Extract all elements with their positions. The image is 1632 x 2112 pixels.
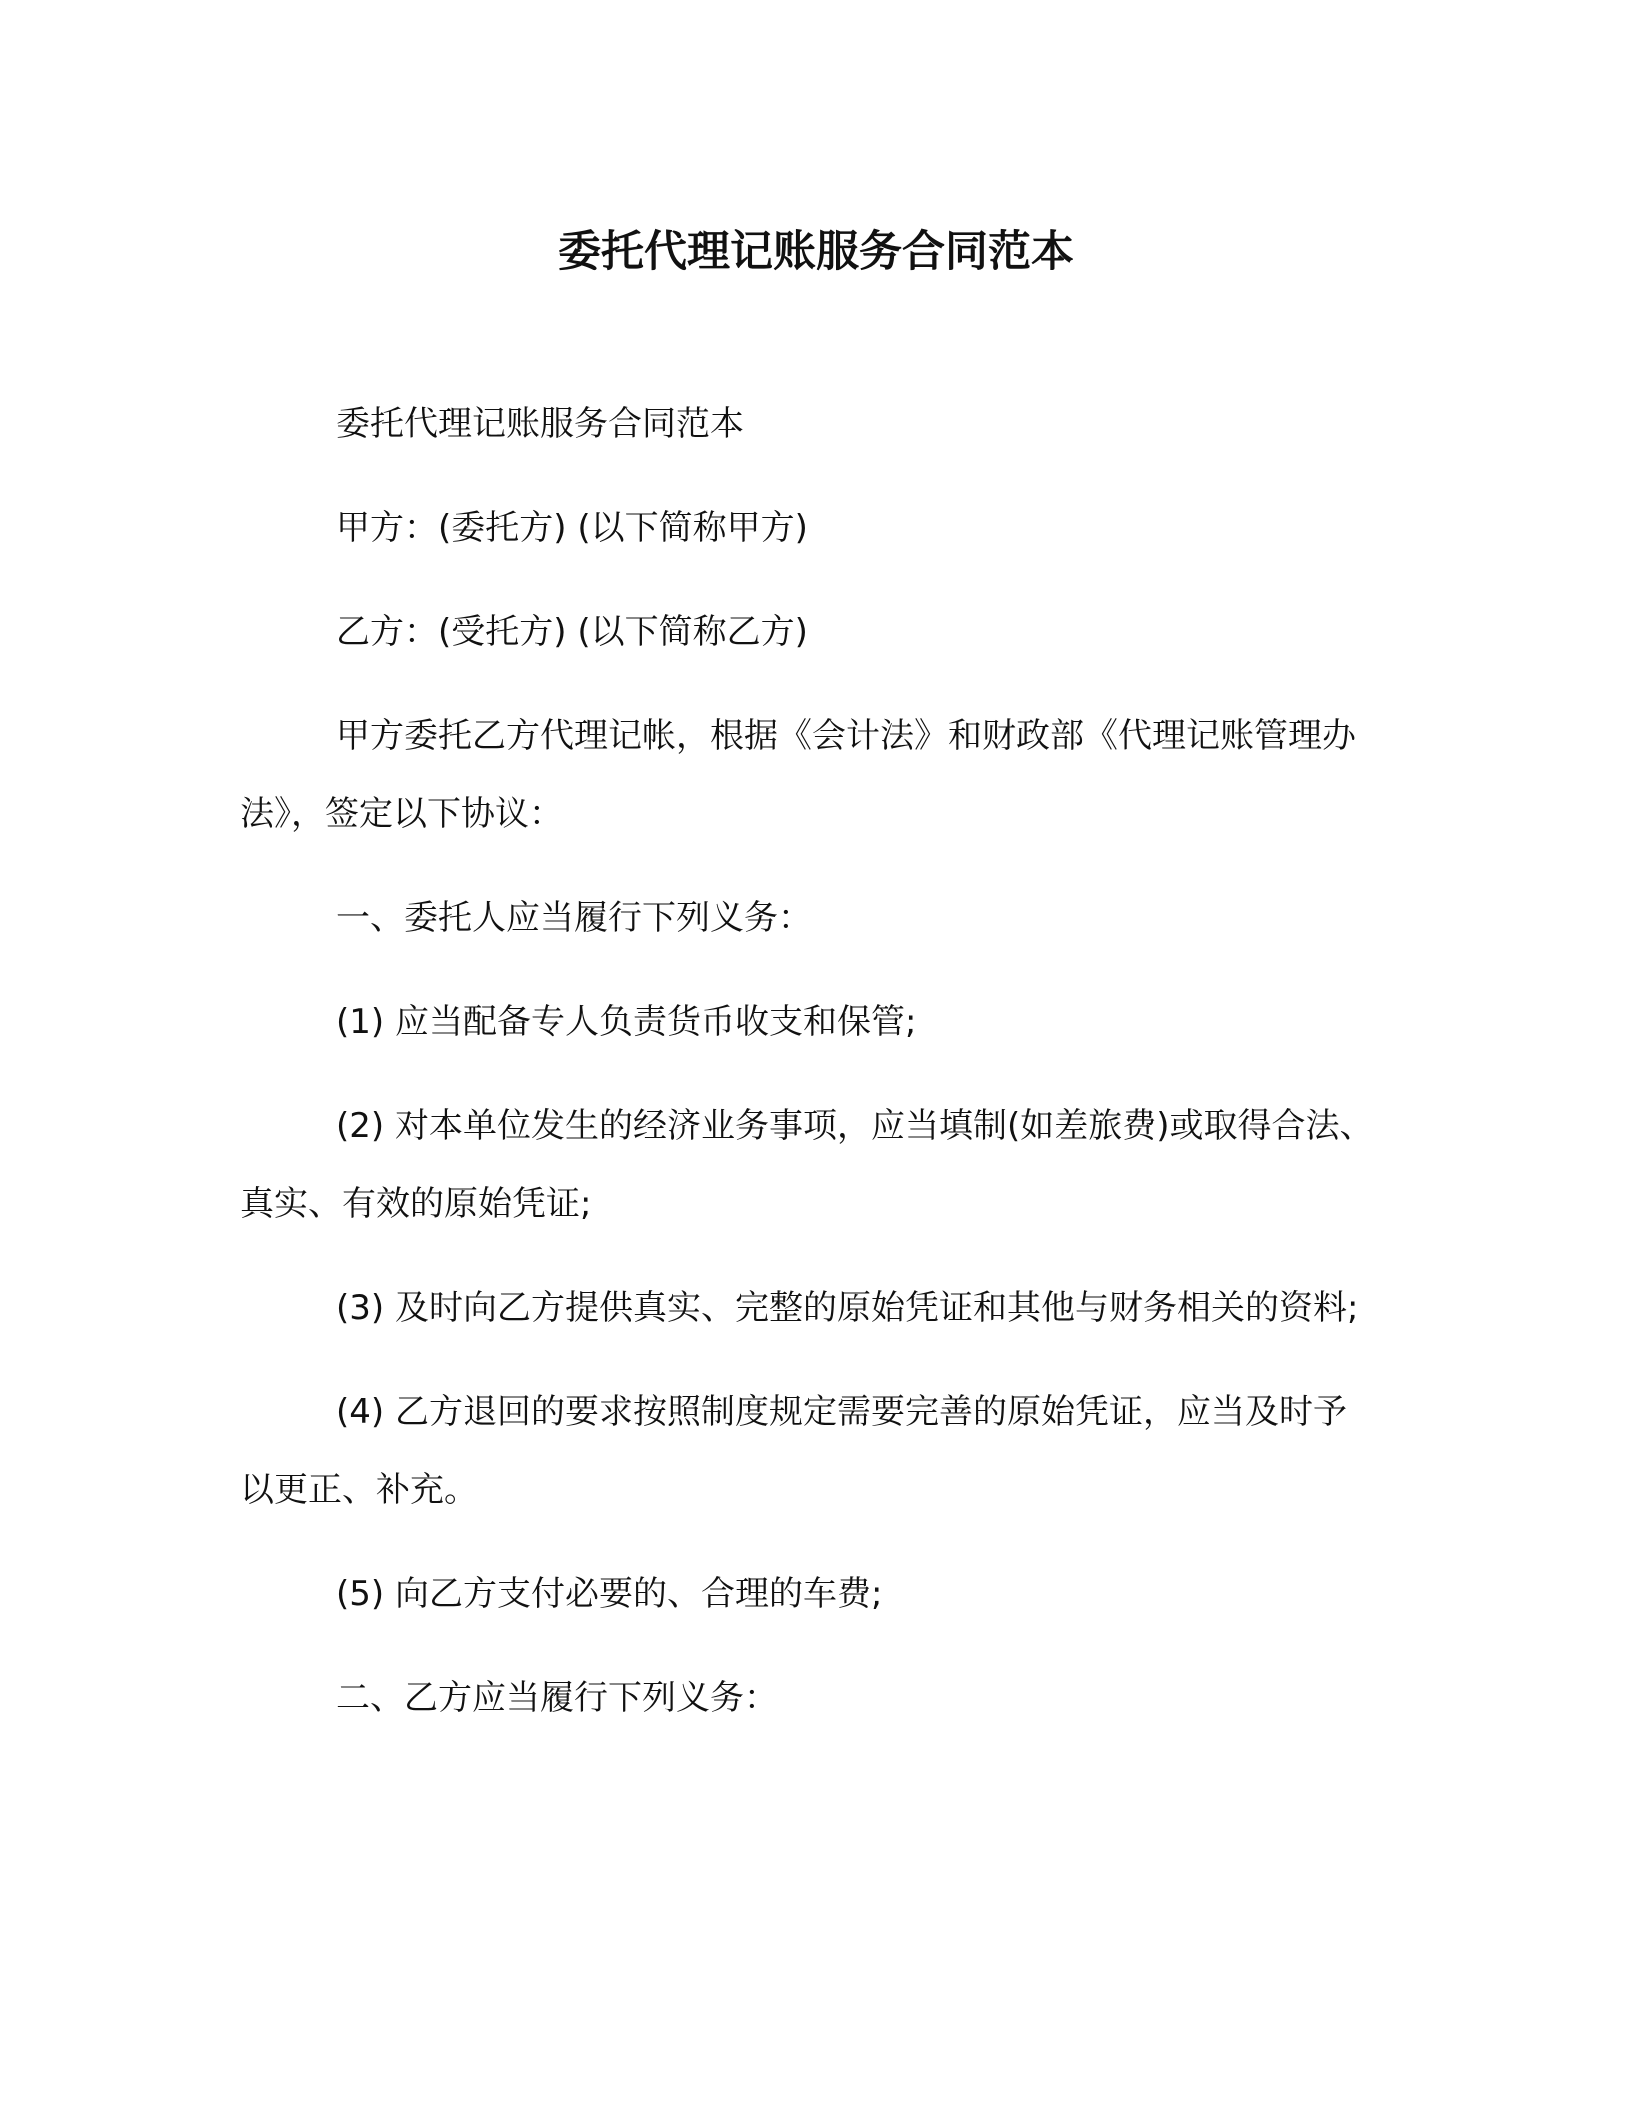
list-item-2: (2) 对本单位发生的经济业务事项，应当填制(如差旅费)或取得合法、真实、有效的原始凭证;	[240, 1106, 1374, 1224]
section-heading-agent-duties: 二、乙方应当履行下列义务：	[336, 1678, 778, 1718]
list-item-1: (1) 应当配备专人负责货币收支和保管;	[336, 1002, 917, 1042]
list-item-3: (3) 及时向乙方提供真实、完整的原始凭证和其他与财务相关的资料;	[336, 1288, 1359, 1328]
list-item-5: (5) 向乙方支付必要的、合理的车费;	[336, 1574, 883, 1614]
paragraph-party-b: 乙方：(受托方) (以下简称乙方)	[336, 612, 808, 652]
paragraph-preamble: 甲方委托乙方代理记帐，根据《会计法》和财政部《代理记账管理办法》，签定以下协议：	[240, 716, 1356, 834]
document-title: 委托代理记账服务合同范本	[558, 227, 1074, 277]
paragraph-subtitle: 委托代理记账服务合同范本	[336, 404, 744, 444]
document-body	[240, 385, 1380, 1763]
list-item-4: (4) 乙方退回的要求按照制度规定需要完善的原始凭证，应当及时予以更正、补充。	[240, 1392, 1347, 1510]
section-heading-client-duties: 一、委托人应当履行下列义务：	[336, 898, 812, 938]
paragraph-party-a: 甲方：(委托方) (以下简称甲方)	[336, 508, 808, 548]
